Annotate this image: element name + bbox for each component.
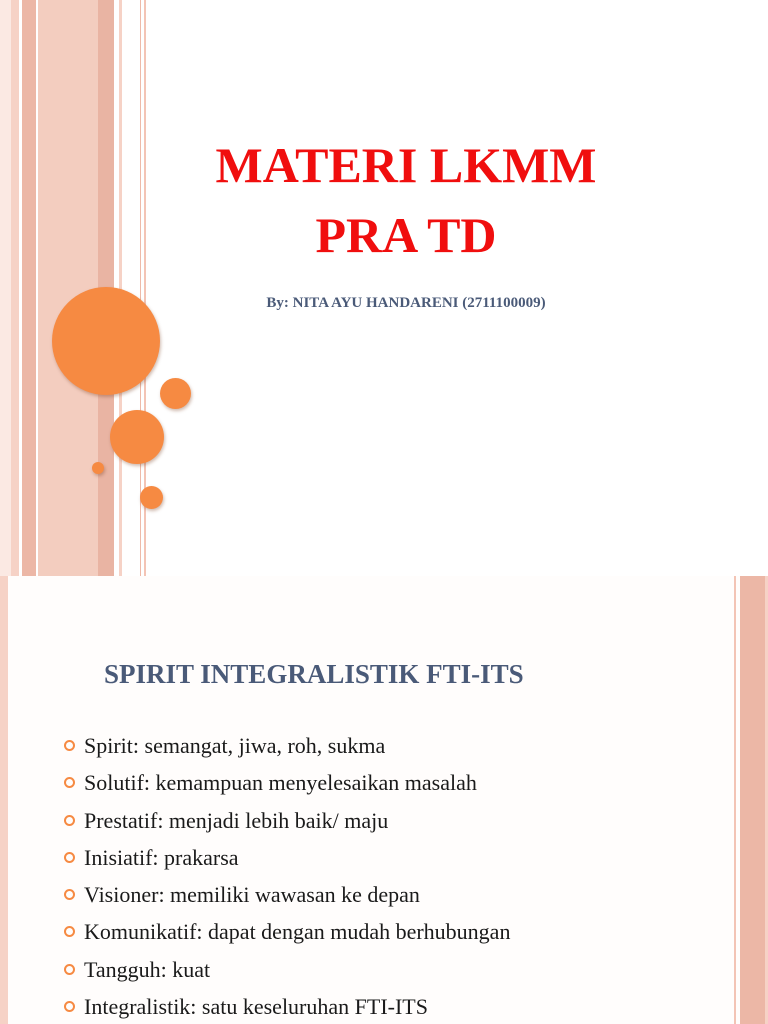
bullet-list bbox=[62, 731, 510, 1024]
ring-bullet-icon bbox=[64, 852, 75, 863]
ring-bullet-icon bbox=[64, 1001, 75, 1012]
decorative-circle bbox=[110, 410, 164, 464]
content-slide bbox=[0, 576, 768, 1024]
list-item-text: Tangguh: kuat bbox=[84, 956, 211, 982]
list-item-text: Visioner: memiliki wawasan ke depan bbox=[84, 882, 420, 908]
list-item-text: Prestatif: menjadi lebih baik/ maju bbox=[84, 807, 389, 833]
list-item-text: Spirit: semangat, jiwa, roh, sukma bbox=[84, 733, 386, 758]
list-item bbox=[62, 992, 510, 1024]
list-item-text: Solutif: kemampuan menyelesaikan masalah bbox=[84, 770, 477, 796]
ring-bullet-icon bbox=[64, 777, 75, 788]
decorative-stripe bbox=[11, 0, 19, 576]
list-item bbox=[62, 843, 510, 880]
decorative-circle-large bbox=[52, 287, 160, 395]
list-item bbox=[62, 955, 510, 992]
ring-bullet-icon bbox=[64, 889, 75, 900]
list-item bbox=[62, 917, 510, 954]
decorative-stripe bbox=[0, 576, 8, 1024]
ring-bullet-icon bbox=[64, 740, 75, 751]
slide-heading: SPIRIT INTEGRALISTIK FTI-ITS bbox=[104, 659, 524, 689]
decorative-stripe bbox=[740, 576, 765, 1024]
decorative-circle bbox=[140, 486, 163, 509]
decorative-stripe bbox=[734, 576, 736, 1024]
decorative-stripe bbox=[38, 0, 98, 576]
decorative-stripe bbox=[22, 0, 36, 576]
list-item bbox=[62, 731, 510, 768]
decorative-circle-small bbox=[92, 462, 104, 474]
author-byline: By: NITA AYU HANDARENI (2711100009) bbox=[266, 295, 546, 311]
decorative-stripe bbox=[140, 0, 141, 576]
title-line-1: MATERI LKMM bbox=[215, 137, 597, 193]
ring-bullet-icon bbox=[64, 964, 75, 975]
slide-title bbox=[146, 130, 666, 270]
list-item-text: Komunikatif: dapat dengan mudah berhubungan bbox=[84, 919, 511, 945]
ring-bullet-icon bbox=[64, 926, 75, 937]
list-item-text: Inisiatif: prakarsa bbox=[84, 844, 239, 870]
title-line-2: PRA TD bbox=[315, 207, 497, 263]
list-item-text: Integralistik: satu keseluruhan FTI-ITS bbox=[84, 994, 428, 1020]
decorative-circle bbox=[160, 378, 191, 409]
list-item bbox=[62, 880, 510, 917]
list-item bbox=[62, 768, 510, 805]
list-item bbox=[62, 806, 510, 843]
ring-bullet-icon bbox=[64, 815, 75, 826]
decorative-stripe bbox=[0, 0, 11, 576]
